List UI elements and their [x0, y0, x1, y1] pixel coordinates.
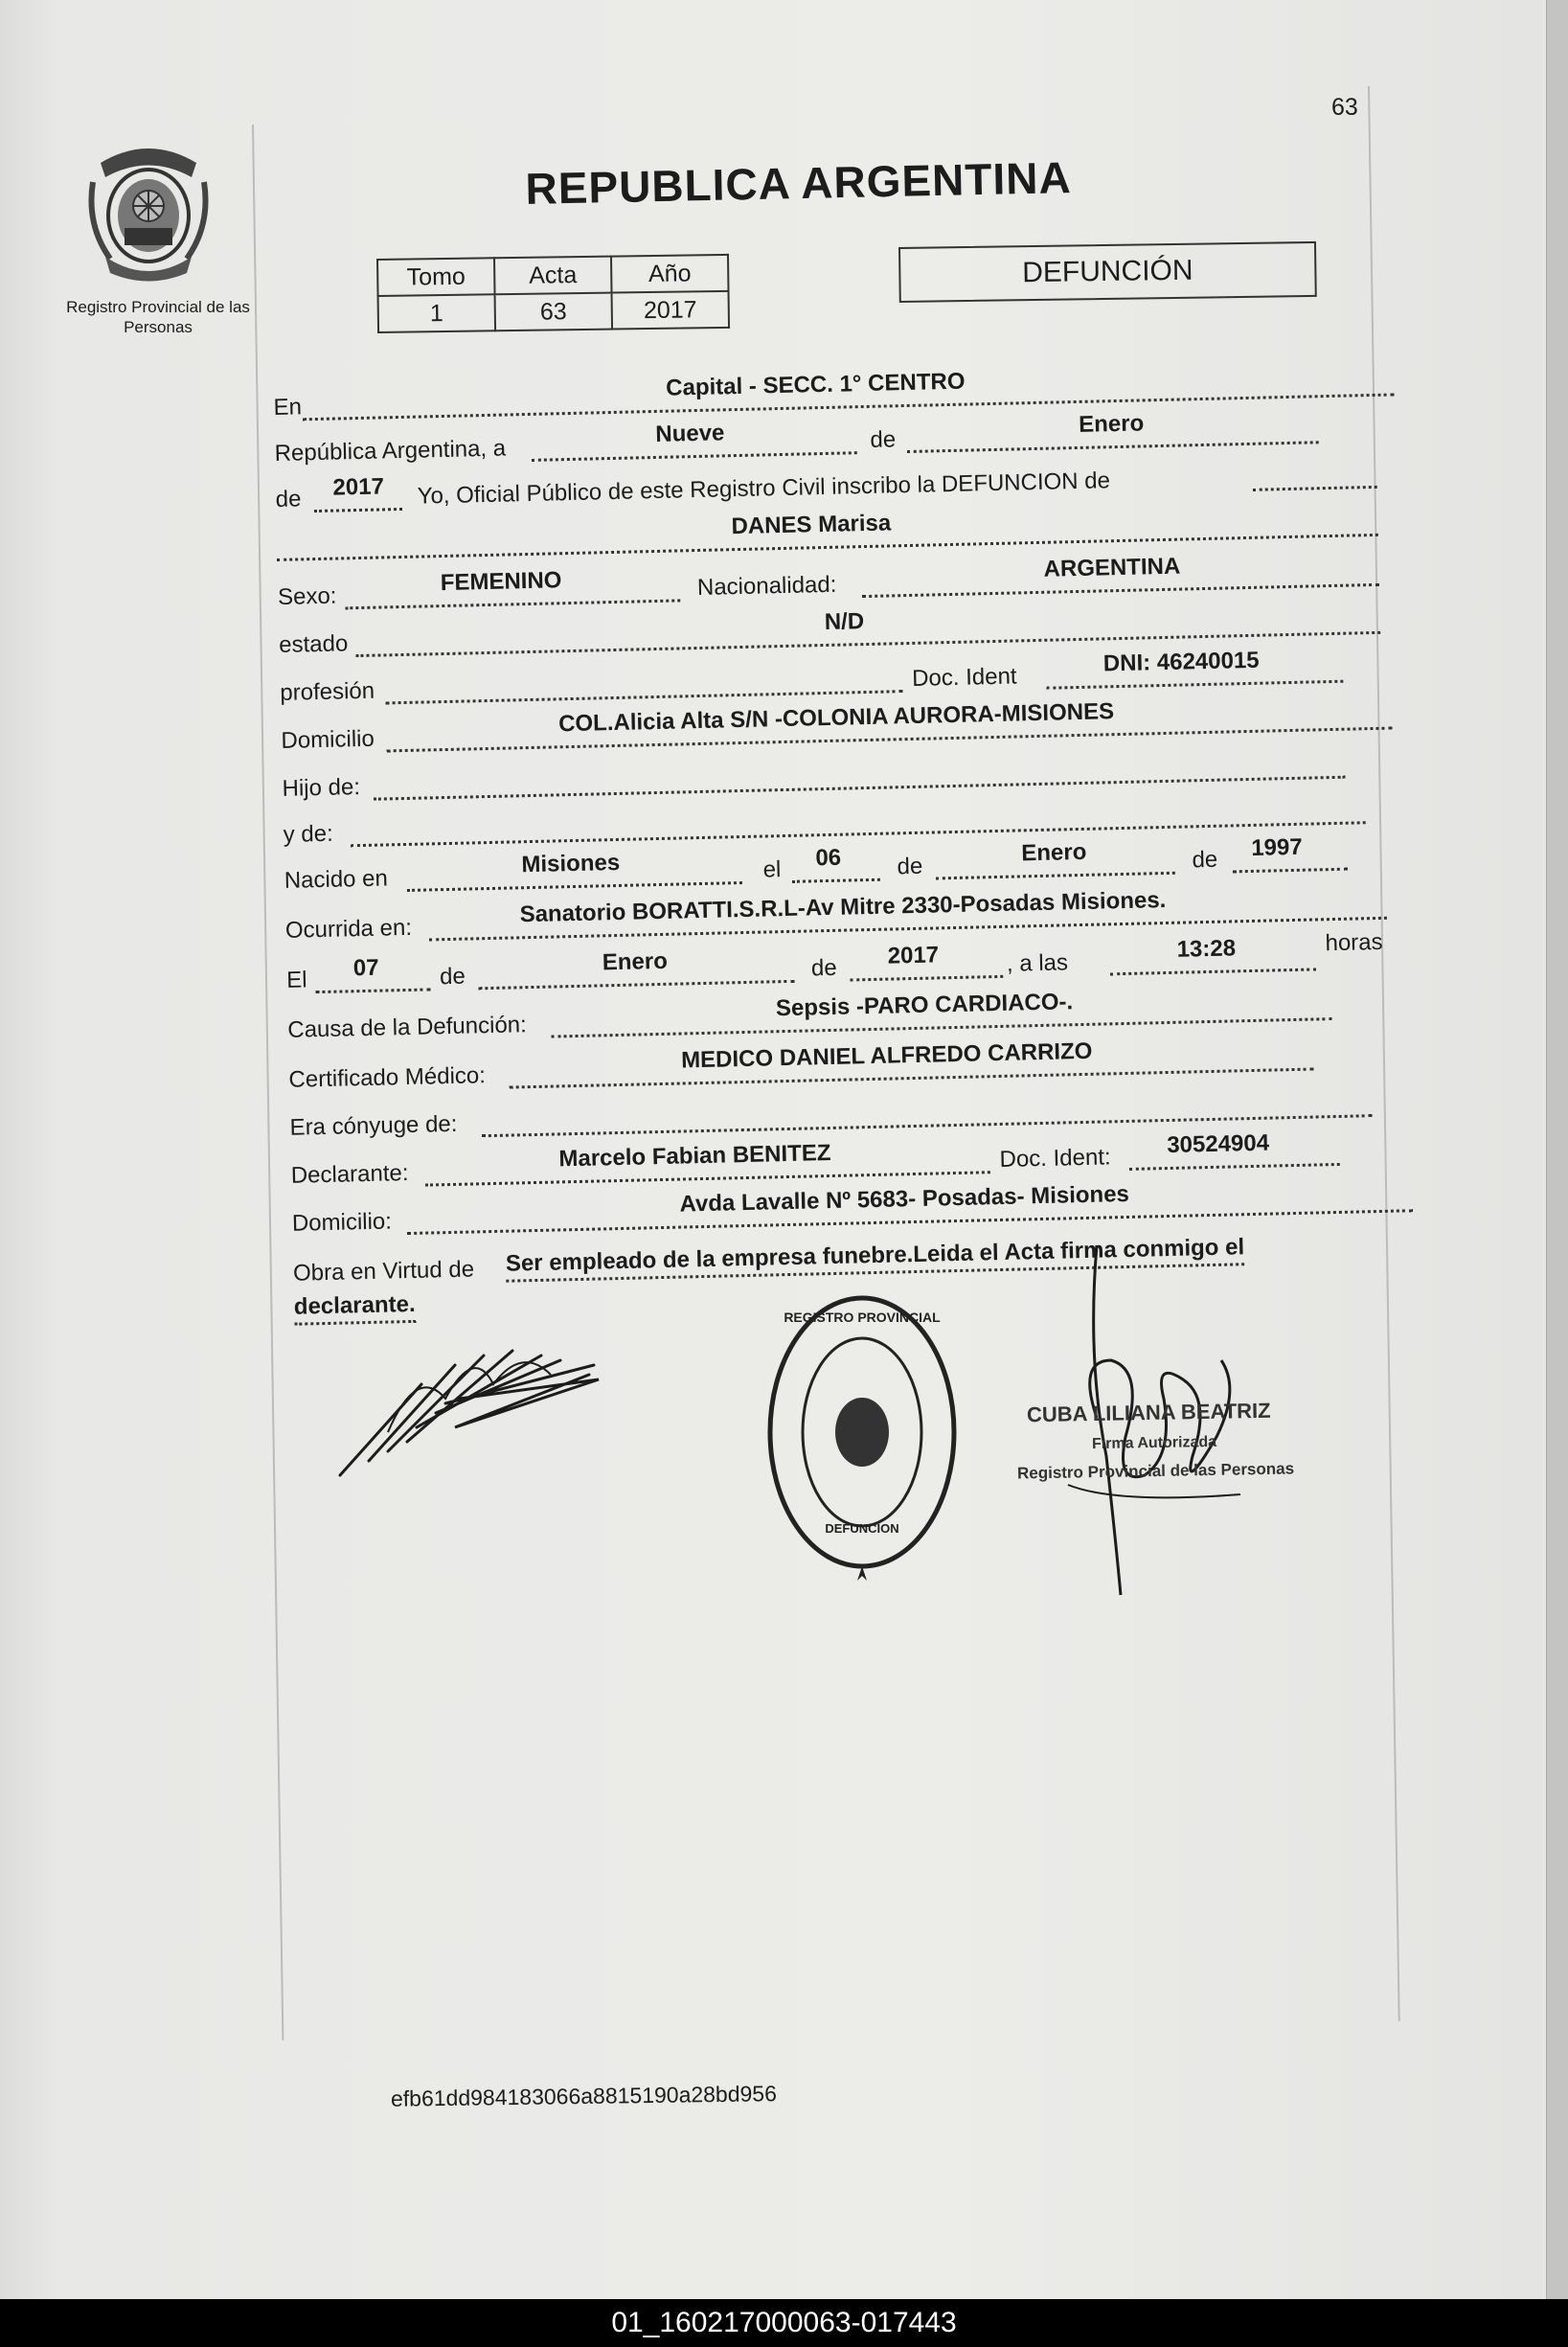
domicilio-label: Domicilio: [281, 725, 375, 754]
nacionalidad-value: ARGENTINA: [1043, 553, 1181, 582]
tomo-header: Tomo: [377, 258, 495, 296]
obra-value-line2: declarante.: [294, 1291, 416, 1326]
domicilio-value: COL.Alicia Alta S/N -COLONIA AURORA-MISIONES: [557, 698, 1115, 738]
alas-label: , a las: [1006, 949, 1069, 977]
decl-docident-value: 30524904: [1166, 1129, 1270, 1159]
record-table-header-row: [377, 255, 728, 296]
obra-label: Obra en Virtud de: [292, 1256, 475, 1287]
year-field: [313, 475, 402, 513]
el2-label: El: [285, 967, 307, 993]
page-binding: [1546, 0, 1568, 2299]
record-table-value-row: [378, 291, 729, 332]
horas-label: horas: [1325, 928, 1383, 957]
profesion-label: profesión: [280, 677, 375, 706]
obra-value-line1: Ser empleado de la empresa funebre.Leida el Acta firma conmigo el: [506, 1234, 1245, 1282]
decl-domicilio-value: Avda Lavalle Nº 5683- Posadas- Misiones: [679, 1180, 1130, 1218]
decl-docident-label: Doc. Ident:: [999, 1144, 1111, 1173]
death-time-value: 13:28: [1176, 935, 1237, 963]
birth-year-field: [1232, 835, 1348, 874]
anio-header: Año: [611, 255, 729, 293]
docident-value: DNI: 46240015: [1102, 647, 1260, 677]
birth-de2-label: de: [1192, 846, 1218, 874]
footer-id-bar: [0, 2299, 1568, 2347]
registry-label: Registro Provincial de las Personas: [66, 298, 250, 336]
republica-label: República Argentina, a: [274, 435, 507, 467]
svg-text:DEFUNCION: DEFUNCION: [825, 1521, 899, 1536]
death-month-field: [478, 947, 795, 990]
inscribe-blank: [1252, 453, 1377, 491]
year-value: 2017: [332, 473, 385, 501]
conyuge-label: Era cónyuge de:: [289, 1110, 458, 1141]
death-time-field: [1109, 935, 1316, 975]
svg-text:REGISTRO PROVINCIAL: REGISTRO PROVINCIAL: [784, 1310, 941, 1325]
declarante-value: Marcelo Fabian BENITEZ: [558, 1139, 831, 1173]
page-number: 63: [1331, 94, 1358, 121]
death-de-label: de: [439, 963, 466, 991]
death-year-field: [849, 943, 1003, 982]
en-value: Capital - SECC. 1° CENTRO: [665, 368, 966, 401]
inscribe-text: Yo, Oficial Público de este Registro Civil inscribo la DEFUNCION de: [417, 467, 1111, 510]
decl-docident-field: [1128, 1130, 1340, 1171]
day-field: [531, 419, 857, 462]
en-label: En: [273, 394, 303, 421]
birth-year-value: 1997: [1250, 833, 1303, 861]
death-year-value: 2017: [887, 942, 940, 969]
declarant-signature: [330, 1308, 618, 1499]
name-value: DANES Marisa: [731, 510, 892, 540]
acta-value: 63: [495, 293, 613, 331]
causa-label: Causa de la Defunción:: [287, 1012, 528, 1043]
de2-label: de: [275, 486, 302, 513]
sexo-value: FEMENINO: [440, 567, 562, 597]
death-de2-label: de: [810, 954, 838, 982]
registry-seal: [766, 1288, 958, 1590]
record-table: [376, 254, 730, 333]
ocurrida-value: Sanatorio BORATTI.S.R.L-Av Mitre 2330-Posadas Misiones.: [519, 886, 1167, 928]
birth-day-value: 06: [815, 844, 842, 872]
birth-de-label: de: [897, 853, 923, 880]
death-day-value: 07: [352, 954, 379, 982]
official-role: Firma Autorizada: [1091, 1433, 1217, 1453]
death-day-field: [315, 955, 431, 993]
birth-month-value: Enero: [1021, 838, 1087, 867]
document-hash: efb61dd984183066a8815190a28bd956: [390, 2081, 778, 2111]
nacionalidad-label: Nacionalidad:: [696, 571, 837, 602]
nacido-value: Misiones: [521, 849, 621, 878]
docident-field: [1046, 648, 1344, 690]
docident-label: Doc. Ident: [911, 663, 1017, 692]
death-month-value: Enero: [602, 947, 669, 976]
document-type-box: DEFUNCIÓN: [898, 241, 1317, 303]
nacido-label: Nacido en: [284, 865, 389, 894]
footer-id: 01_160217000063-017443: [611, 2307, 957, 2338]
official-office: Registro Provincial de las Personas: [1016, 1459, 1295, 1483]
birth-month-field: [935, 839, 1175, 880]
estado-label: estado: [278, 630, 349, 658]
decl-domicilio-label: Domicilio:: [291, 1208, 393, 1237]
month-value: Enero: [1078, 410, 1145, 438]
provincial-logo: [81, 134, 216, 287]
birth-day-field: [791, 846, 880, 883]
declarante-label: Declarante:: [290, 1160, 409, 1189]
official-name: CUBA LILIANA BEATRIZ: [1026, 1398, 1271, 1427]
day-value: Nueve: [655, 420, 725, 447]
el-label: el: [762, 856, 782, 883]
ocurrida-label: Ocurrida en:: [284, 914, 413, 944]
de-label: de: [870, 426, 897, 453]
estado-value: N/D: [824, 608, 865, 635]
tomo-value: 1: [378, 294, 496, 332]
certificado-value: MEDICO DANIEL ALFREDO CARRIZO: [680, 1037, 1093, 1074]
document-title: REPUBLICA ARGENTINA: [525, 152, 1073, 214]
yde-label: y de:: [283, 820, 334, 848]
certificado-label: Certificado Médico:: [288, 1062, 487, 1093]
causa-value: Sepsis -PARO CARDIACO-.: [775, 989, 1074, 1022]
hijo-label: Hijo de:: [282, 774, 361, 802]
acta-header: Acta: [494, 257, 612, 295]
anio-value: 2017: [612, 291, 730, 330]
sexo-label: Sexo:: [277, 582, 337, 610]
